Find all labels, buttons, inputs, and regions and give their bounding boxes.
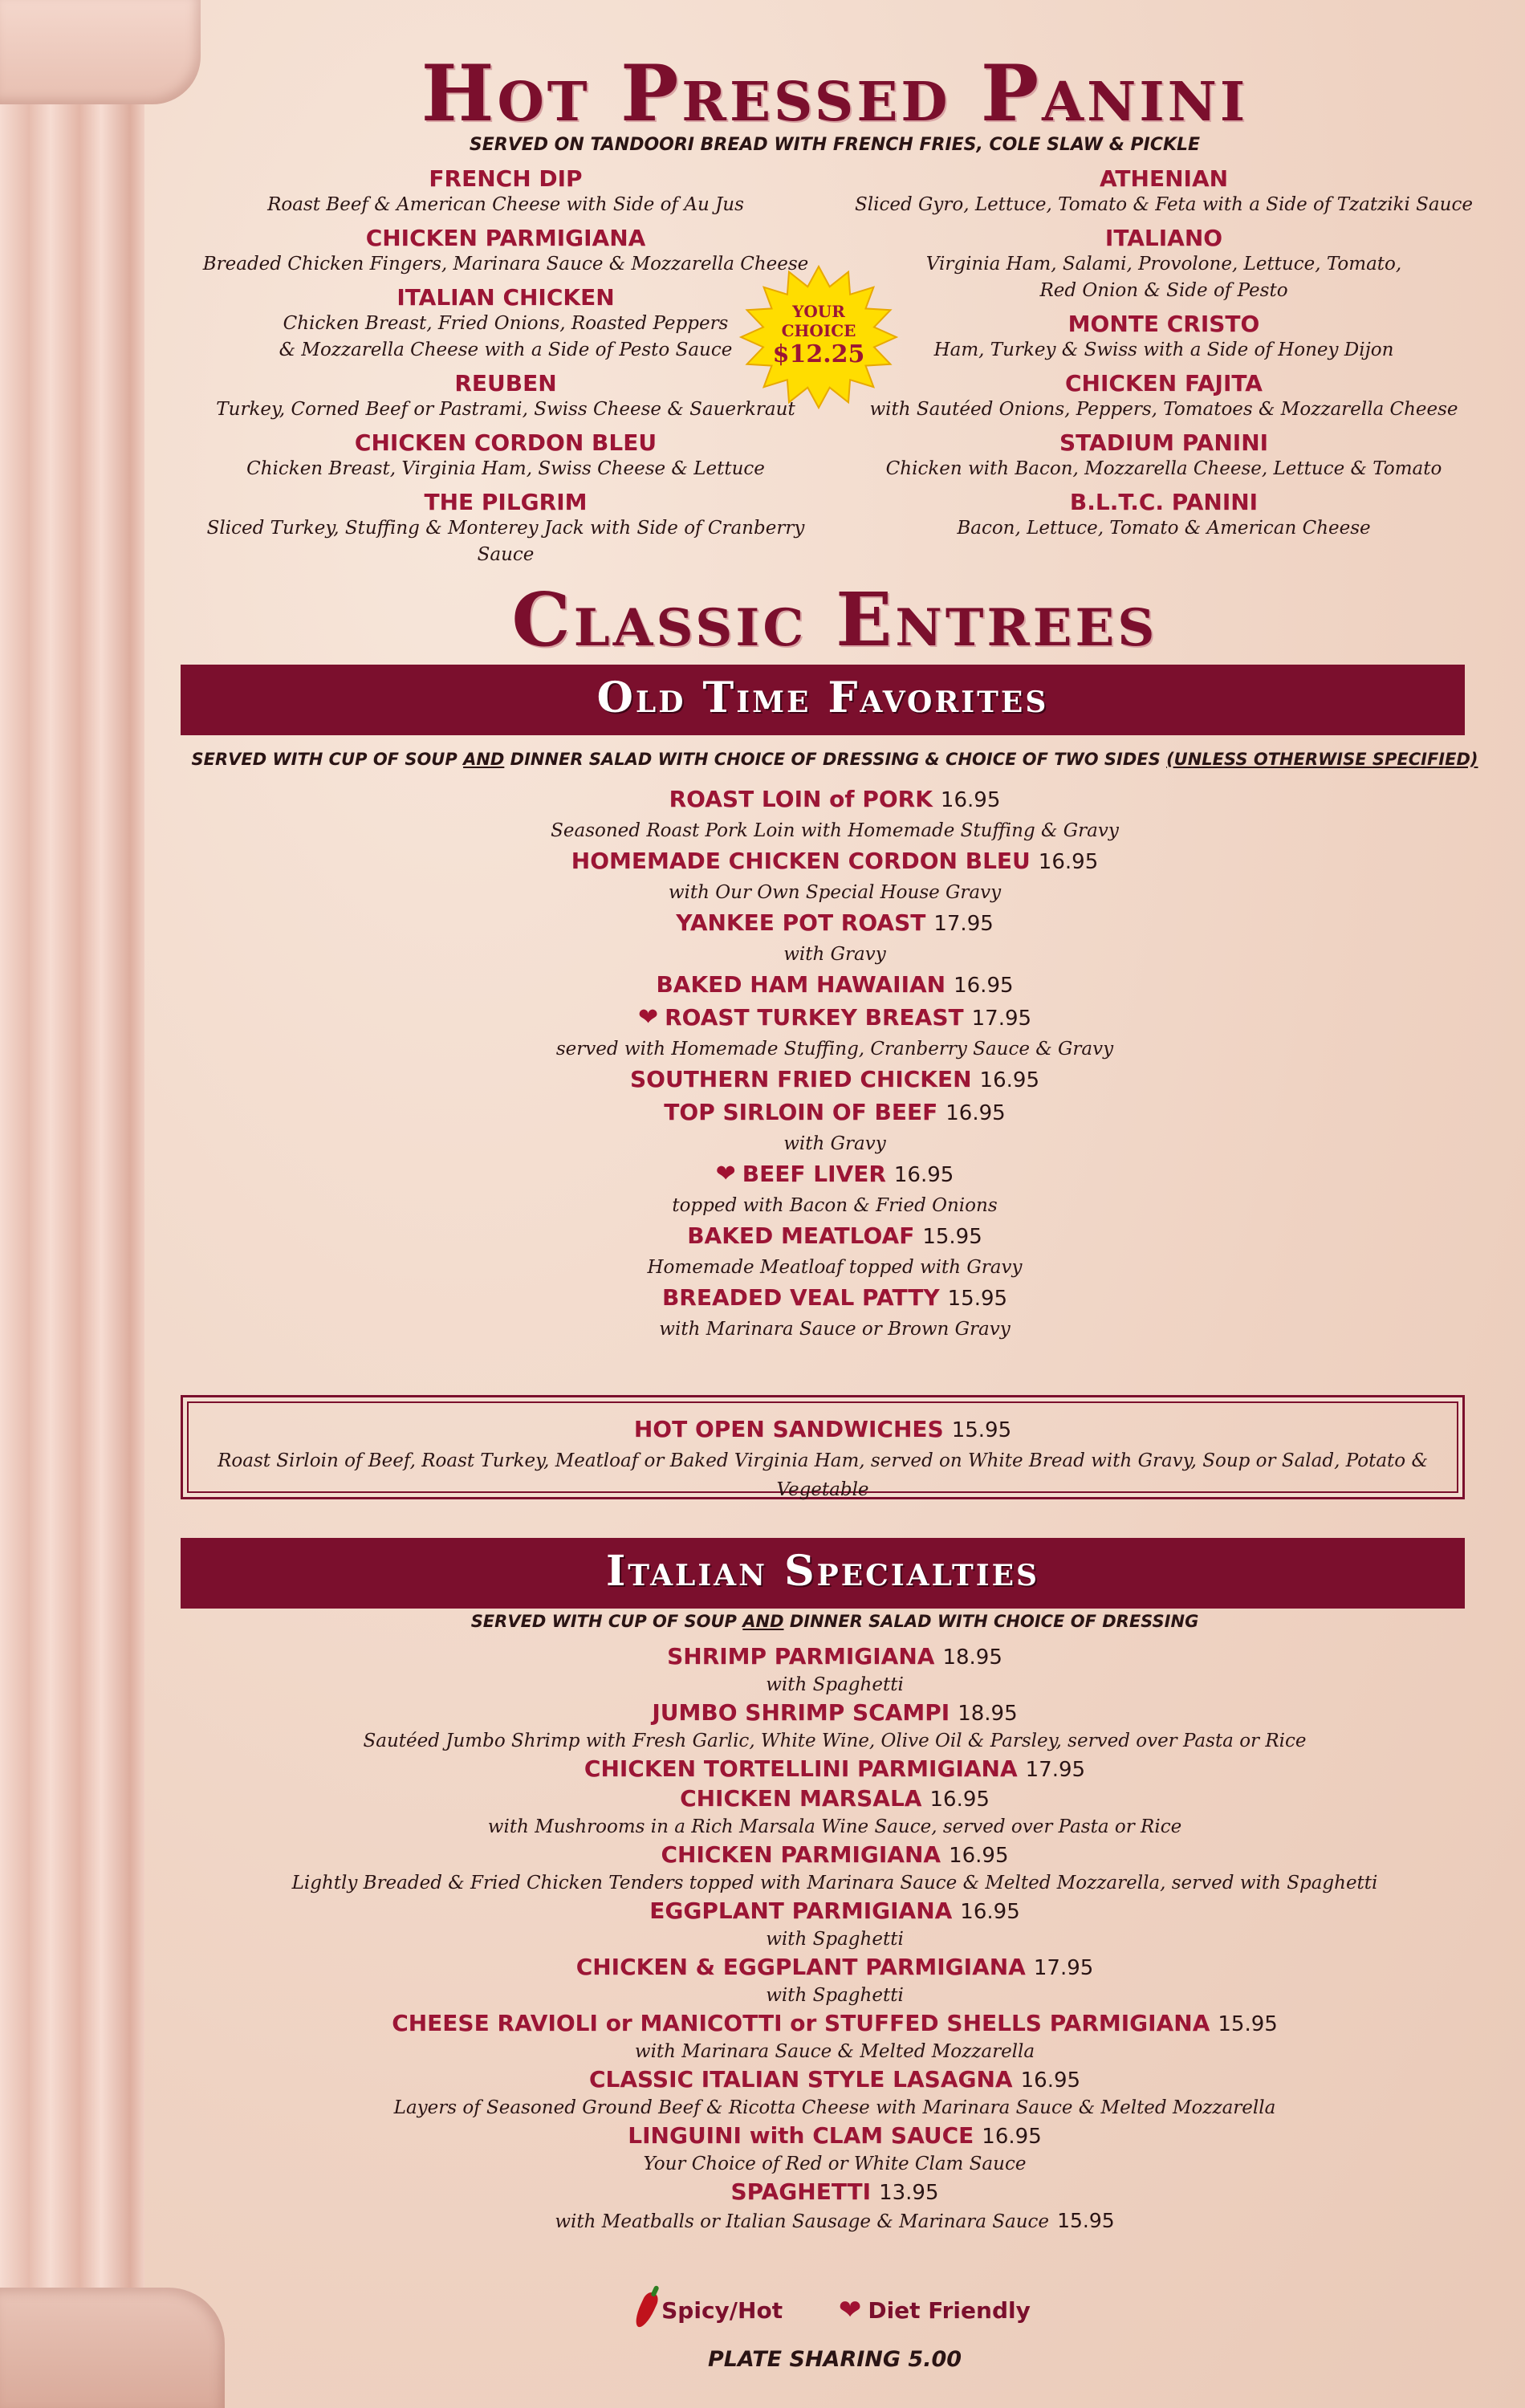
item-desc: Breaded Chicken Fingers, Marinara Sauce & Mozzarella Cheese	[202, 254, 809, 275]
badge-line-1: YOUR	[792, 302, 845, 321]
hot-open-line	[183, 1413, 1462, 1446]
item-price: 16.95	[1020, 2068, 1081, 2093]
item-desc: with Gravy	[783, 944, 886, 965]
item-desc: Red Onion & Side of Pesto	[1039, 280, 1288, 301]
item-line	[177, 1698, 1493, 1728]
item-desc-text: Layers of Seasoned Ground Beef & Ricotta Cheese with Marinara Sauce & Melted Mozzarella	[393, 2097, 1276, 2118]
panini-item	[835, 370, 1493, 423]
item-price: 16.95	[1038, 850, 1099, 874]
menu-page	[177, 0, 1493, 2408]
item-name: ROAST LOIN of PORK	[669, 786, 933, 812]
item-name: REUBEN	[454, 370, 557, 397]
item-desc-text: Sautéed Jumbo Shrimp with Fresh Garlic, White Wine, Olive Oil & Parsley, served over Pasta or Rice	[363, 1731, 1307, 1751]
panini-item	[835, 311, 1493, 364]
item-price: 16.95	[940, 788, 1001, 812]
subtitle-part: DINNER SALAD WITH CHOICE OF DRESSING	[783, 1612, 1199, 1631]
item-name: BAKED MEATLOAF	[687, 1222, 915, 1249]
item-desc	[177, 1983, 1493, 2009]
item-price: 15.95	[951, 1418, 1012, 1442]
item-desc-text: with Spaghetti	[766, 1674, 904, 1695]
item-line	[177, 1841, 1493, 1870]
list-item	[177, 1784, 1493, 1841]
item-price: 16.95	[949, 1844, 1009, 1868]
panini-item	[835, 429, 1493, 482]
item-name: EGGPLANT PARMIGIANA	[649, 1898, 953, 1924]
item-price: 16.95	[979, 1068, 1039, 1092]
item-name: SHRIMP PARMIGIANA	[667, 1643, 935, 1670]
list-item	[177, 1064, 1493, 1096]
item-desc	[177, 2095, 1493, 2121]
old-time-favorites-list	[177, 783, 1493, 1344]
item-price: 16.95	[893, 1163, 954, 1187]
list-item	[177, 1841, 1493, 1897]
item-name: B.L.T.C. PANINI	[1069, 489, 1259, 515]
item-price: 16.95	[929, 1788, 990, 1812]
list-item	[177, 1002, 1493, 1064]
item-price: 17.95	[1033, 1956, 1094, 1980]
item-line	[177, 1642, 1493, 1672]
item-desc: topped with Bacon & Fried Onions	[672, 1195, 998, 1216]
item-name: ITALIAN CHICKEN	[396, 284, 615, 311]
item-name: CHEESE RAVIOLI or MANICOTTI or STUFFED SHELLS PARMIGIANA	[392, 2010, 1210, 2036]
list-item	[177, 1282, 1493, 1344]
subtitle-paren: (UNLESS OTHERWISE SPECIFIED)	[1166, 750, 1478, 769]
item-price: 17.95	[933, 912, 994, 936]
item-price: 16.95	[946, 1101, 1006, 1125]
item-name: HOT OPEN SANDWICHES	[633, 1416, 944, 1442]
item-desc	[177, 1728, 1493, 1755]
item-name: FRENCH DIP	[429, 165, 583, 192]
item-line	[177, 2009, 1493, 2039]
item-desc	[177, 1870, 1493, 1897]
item-desc: Chicken Breast, Fried Onions, Roasted Peppers	[283, 313, 729, 334]
item-desc: Sliced Gyro, Lettuce, Tomato & Feta with a Side of Tzatziki Sauce	[855, 194, 1473, 215]
item-desc-text: Your Choice of Red or White Clam Sauce	[643, 2154, 1027, 2174]
list-item	[177, 2009, 1493, 2065]
panini-item	[835, 489, 1493, 542]
list-item	[177, 907, 1493, 969]
legend-diet-label: Diet Friendly	[868, 2296, 1031, 2324]
chili-pepper-icon	[632, 2290, 661, 2329]
item-name: ATHENIAN	[1099, 165, 1229, 192]
item-price: 13.95	[879, 2181, 939, 2205]
item-desc: Sliced Turkey, Stuffing & Monterey Jack with Side of Cranberry Sauce	[206, 518, 805, 565]
item-desc-text: with Meatballs or Italian Sausage & Marinara Sauce	[555, 2211, 1050, 2232]
item-name: CHICKEN PARMIGIANA	[365, 225, 646, 251]
item-name: SOUTHERN FRIED CHICKEN	[630, 1066, 972, 1092]
item-desc: Ham, Turkey & Swiss with a Side of Honey Dijon	[933, 340, 1394, 360]
entrees-title: Classic Entrees	[511, 576, 1158, 663]
item-line	[177, 1953, 1493, 1983]
item-desc: Turkey, Corned Beef or Pastrami, Swiss Cheese & Sauerkraut	[216, 399, 795, 420]
list-item	[177, 1953, 1493, 2009]
item-name: HOMEMADE CHICKEN CORDON BLEU	[571, 848, 1031, 874]
item-desc: Chicken Breast, Virginia Ham, Swiss Cheese & Lettuce	[246, 458, 765, 479]
item-name: CHICKEN PARMIGIANA	[661, 1841, 941, 1868]
item-price: 15.95	[1218, 2012, 1278, 2036]
item-desc: Seasoned Roast Pork Loin with Homemade Stuffing & Gravy	[551, 820, 1119, 841]
item-desc	[177, 1672, 1493, 1698]
heart-icon: ❤	[637, 1003, 659, 1031]
panini-item	[835, 225, 1493, 304]
item-line	[177, 1220, 1493, 1253]
item-desc: Roast Beef & American Cheese with Side of Au Jus	[267, 194, 744, 215]
list-item	[177, 1158, 1493, 1220]
item-desc	[177, 1814, 1493, 1841]
item-price: 17.95	[1025, 1758, 1086, 1782]
item-name: MONTE CRISTO	[1068, 311, 1260, 337]
list-item	[177, 969, 1493, 1002]
item-line	[177, 1784, 1493, 1814]
item-name: TOP SIRLOIN OF BEEF	[664, 1099, 938, 1125]
plate-sharing-note: PLATE SHARING 5.00	[707, 2347, 962, 2372]
list-item	[177, 845, 1493, 907]
item-line	[177, 2178, 1493, 2207]
item-line	[177, 1158, 1493, 1191]
item-line	[177, 1096, 1493, 1129]
old-time-favorites-banner: Old Time Favorites	[181, 665, 1465, 735]
item-desc	[177, 2151, 1493, 2178]
item-name: BREADED VEAL PATTY	[661, 1284, 940, 1311]
item-name: ITALIANO	[1104, 225, 1223, 251]
item-desc: Bacon, Lettuce, Tomato & American Cheese	[957, 518, 1371, 539]
subtitle-part: DINNER SALAD WITH CHOICE OF DRESSING & CHOICE OF TWO SIDES	[504, 750, 1167, 769]
decorative-column	[0, 0, 152, 2408]
badge-line-2: CHOICE	[781, 321, 856, 340]
item-line	[177, 845, 1493, 878]
heart-icon: ❤	[715, 1160, 736, 1188]
list-item	[177, 2178, 1493, 2235]
italian-specialties-banner: Italian Specialties	[181, 1538, 1465, 1609]
subtitle-part: SERVED WITH CUP OF SOUP	[191, 750, 464, 769]
item-price: 16.95	[954, 974, 1014, 998]
panini-item	[177, 429, 835, 482]
list-item	[177, 1897, 1493, 1953]
panini-subtitle: SERVED ON TANDOORI BREAD WITH FRENCH FRIES, COLE SLAW & PICKLE	[469, 135, 1201, 155]
item-desc-text: with Spaghetti	[766, 1985, 904, 2006]
legend-spicy	[639, 2292, 783, 2329]
item-line	[177, 783, 1493, 816]
item-line	[177, 1755, 1493, 1784]
subtitle-part: SERVED WITH CUP OF SOUP	[470, 1612, 743, 1631]
item-desc: with Marinara Sauce or Brown Gravy	[659, 1319, 1011, 1340]
item-line	[177, 1002, 1493, 1035]
item-name: CHICKEN & EGGPLANT PARMIGIANA	[575, 1954, 1026, 1980]
item-name: CHICKEN TORTELLINI PARMIGIANA	[584, 1755, 1018, 1782]
list-item	[177, 2121, 1493, 2178]
item-name: CHICKEN MARSALA	[680, 1785, 922, 1812]
item-price: 17.95	[971, 1007, 1032, 1031]
italian-subtitle	[177, 1612, 1493, 1631]
badge-price: $12.25	[772, 340, 865, 368]
list-item	[177, 1698, 1493, 1755]
list-item	[177, 1096, 1493, 1158]
item-desc-price: 15.95	[1057, 2209, 1115, 2232]
item-name: SPAGHETTI	[730, 2178, 872, 2205]
item-line	[177, 1897, 1493, 1926]
item-desc-text: with Mushrooms in a Rich Marsala Wine Sauce, served over Pasta or Rice	[487, 1816, 1182, 1837]
item-desc-text: with Spaghetti	[766, 1929, 904, 1950]
item-name: YANKEE POT ROAST	[676, 909, 926, 936]
item-name: CHICKEN CORDON BLEU	[354, 429, 657, 456]
item-desc: with Sautéed Onions, Peppers, Tomatoes & Mozzarella Cheese	[869, 399, 1458, 420]
item-name: CHICKEN FAJITA	[1065, 370, 1263, 397]
item-name: CLASSIC ITALIAN STYLE LASAGNA	[588, 2066, 1013, 2093]
item-desc: served with Homemade Stuffing, Cranberry Sauce & Gravy	[555, 1039, 1114, 1060]
item-desc	[177, 2207, 1493, 2235]
item-desc-text: with Marinara Sauce & Melted Mozzarella	[634, 2041, 1035, 2062]
item-desc: with Our Own Special House Gravy	[668, 882, 1002, 903]
item-desc: Homemade Meatloaf topped with Gravy	[647, 1257, 1023, 1278]
italian-specialties-list	[177, 1642, 1493, 2235]
list-item	[177, 2065, 1493, 2121]
subtitle-and: AND	[463, 750, 505, 769]
list-item	[177, 1755, 1493, 1784]
panini-item	[835, 165, 1493, 218]
hot-open-sandwiches-box	[181, 1395, 1465, 1499]
list-item	[177, 783, 1493, 845]
column-shaft	[0, 104, 144, 2288]
item-name: BAKED HAM HAWAIIAN	[656, 971, 946, 998]
legend-diet	[839, 2294, 1031, 2326]
item-price: 15.95	[922, 1225, 982, 1249]
item-price: 16.95	[982, 2125, 1042, 2149]
item-desc: with Gravy	[783, 1133, 886, 1154]
item-line	[177, 2121, 1493, 2151]
legend	[177, 2292, 1493, 2329]
item-line	[177, 2065, 1493, 2095]
item-price: 18.95	[942, 1645, 1002, 1670]
price-badge	[734, 265, 903, 409]
item-desc: & Mozzarella Cheese with a Side of Pesto Sauce	[279, 340, 733, 360]
item-line	[177, 907, 1493, 940]
item-desc	[177, 1926, 1493, 1953]
list-item	[177, 1220, 1493, 1282]
item-desc: Chicken with Bacon, Mozzarella Cheese, Lettuce & Tomato	[885, 458, 1442, 479]
item-name: STADIUM PANINI	[1059, 429, 1269, 456]
item-name: ROAST TURKEY BREAST	[665, 1004, 964, 1031]
list-item	[177, 1642, 1493, 1698]
item-desc: Roast Sirloin of Beef, Roast Turkey, Meatloaf or Baked Virginia Ham, served on White Bread with Gravy, Soup or Salad, Potato & Vegetable	[218, 1450, 1428, 1500]
subtitle-and: AND	[742, 1612, 784, 1631]
legend-spicy-label: Spicy/Hot	[661, 2296, 783, 2324]
panini-item	[177, 489, 835, 568]
item-line	[177, 1064, 1493, 1096]
item-desc: Virginia Ham, Salami, Provolone, Lettuce, Tomato,	[925, 254, 1402, 275]
item-name: JUMBO SHRIMP SCAMPI	[652, 1699, 950, 1726]
old-time-subtitle	[177, 750, 1493, 769]
item-name: THE PILGRIM	[424, 489, 588, 515]
panini-item	[177, 165, 835, 218]
heart-icon: ❤	[838, 2294, 862, 2326]
item-desc	[177, 2039, 1493, 2065]
item-price: 16.95	[960, 1900, 1020, 1924]
item-name: LINGUINI with CLAM SAUCE	[628, 2122, 974, 2149]
item-line	[177, 969, 1493, 1002]
column-capital	[0, 0, 201, 104]
panini-right-column	[835, 165, 1493, 548]
item-line	[177, 1282, 1493, 1315]
item-name: BEEF LIVER	[742, 1161, 886, 1187]
item-price: 18.95	[958, 1702, 1018, 1726]
item-desc-text: Lightly Breaded & Fried Chicken Tenders topped with Marinara Sauce & Melted Mozzarella, served with Spaghetti	[291, 1873, 1378, 1893]
panini-title: Hot Pressed Panini	[421, 48, 1249, 139]
item-price: 15.95	[947, 1287, 1008, 1311]
